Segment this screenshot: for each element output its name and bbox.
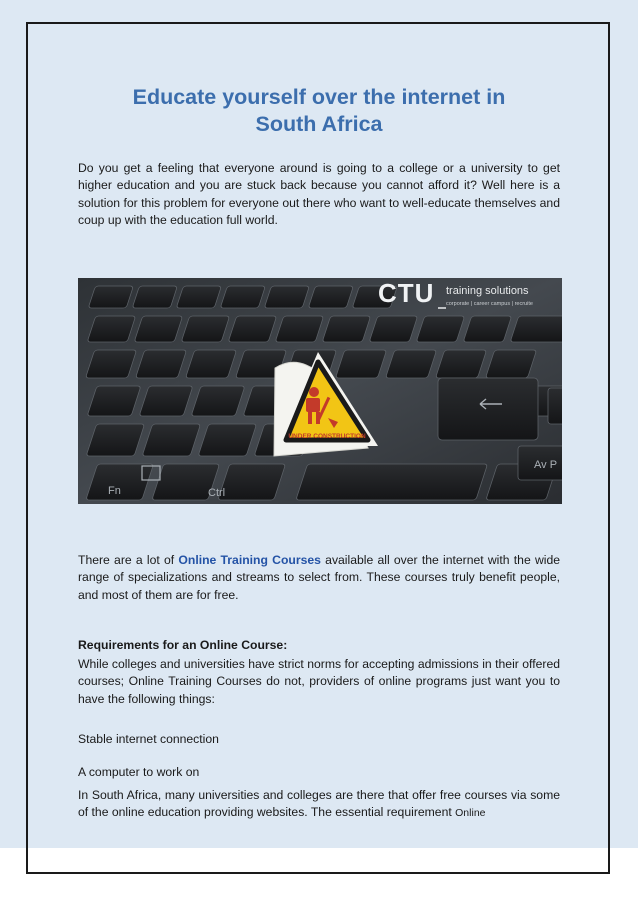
ctu-logo-text: CTU: [378, 278, 435, 308]
keyboard-illustration: [78, 278, 562, 504]
para2-before: There are a lot of: [78, 553, 179, 567]
intro-paragraph: Do you get a feeling that everyone around is going to a college or a university to get higher education and you are stuck back because you cannot afford it? Well here is a solution for this problem for everyone out there who want to well-educate themselves and coup up with the education full world.: [78, 161, 560, 228]
page-bottom-strip: [28, 848, 608, 872]
title-line-2: South Africa: [255, 112, 383, 136]
para4-text: In South Africa, many universities and colleges are there that offer free courses via some of the online education providing websites. The essential requirement: [78, 788, 560, 820]
requirements-paragraph: While colleges and universities have strict norms for accepting admissions in their offered courses; Online Training Courses do not, providers of online programs just want you to have the following things:: [78, 657, 560, 706]
para2-after: available all over the internet with the wide range of specializations and streams to select from. These courses truly benefit people, and most of them are for free.: [78, 553, 561, 602]
title-line-1: Educate yourself over the internet in: [132, 85, 506, 109]
online-training-courses-link[interactable]: Online Training Courses: [178, 553, 321, 567]
south-africa-paragraph: [78, 787, 560, 823]
key-label-fn: Fn: [108, 485, 121, 497]
requirement-item-computer: A computer to work on: [78, 765, 200, 780]
ctu-tagline: training solutions: [446, 285, 529, 297]
key-label-ctrl: Ctrl: [208, 487, 226, 499]
para4-tail: Online: [455, 807, 486, 820]
ctu-subline: corporate | career campus | recruite: [446, 301, 533, 307]
key-label-pg: Av P: [534, 459, 558, 471]
requirement-item-internet: Stable internet connection: [78, 732, 219, 747]
sign-text: UNDER CONSTRUCTION: [288, 433, 366, 440]
keyboard-photo: [78, 278, 562, 504]
requirements-heading: Requirements for an Online Course:: [78, 638, 288, 653]
page-title: [78, 84, 560, 138]
online-courses-paragraph: [78, 552, 560, 604]
